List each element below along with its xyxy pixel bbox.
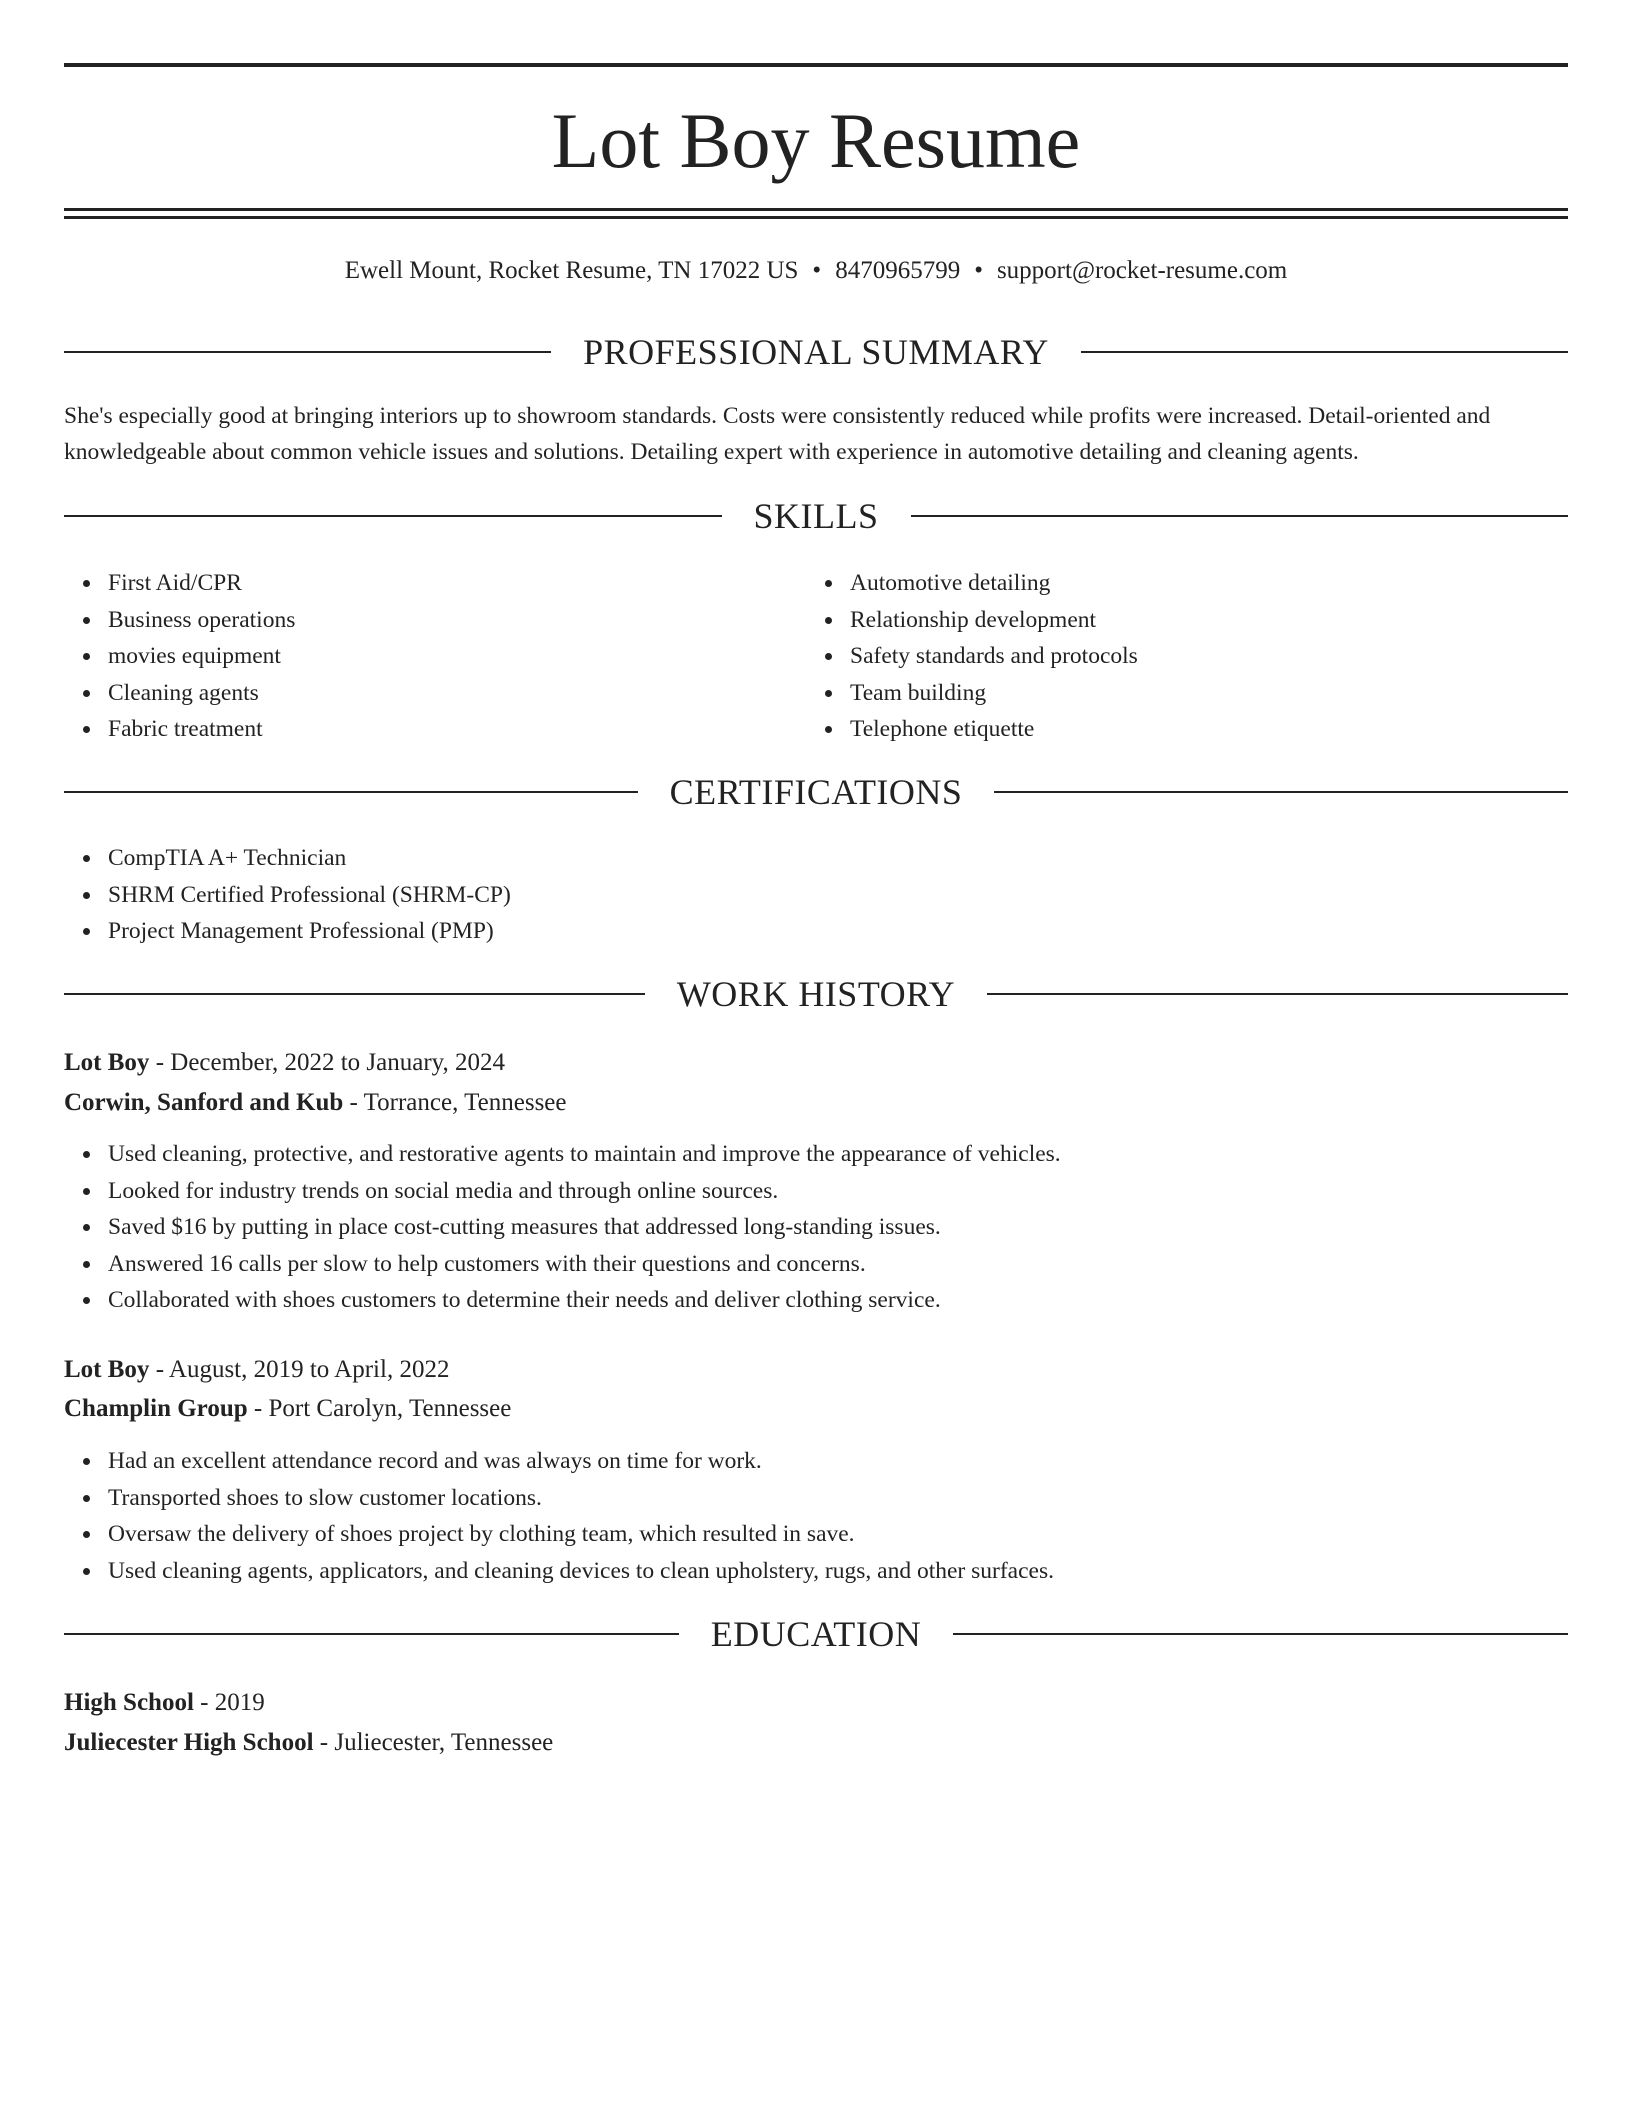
job-location: - Port Carolyn, Tennessee bbox=[247, 1395, 512, 1422]
job-dates: - August, 2019 to April, 2022 bbox=[149, 1356, 450, 1383]
job-bullets bbox=[64, 1443, 1558, 1589]
certification-item: Project Management Professional (PMP) bbox=[108, 913, 1508, 950]
contact-phone: 8470965799 bbox=[835, 257, 961, 284]
education-degree-line bbox=[64, 1685, 1568, 1721]
education-year: - 2019 bbox=[193, 1689, 265, 1716]
skill-item: Fabric treatment bbox=[108, 711, 808, 748]
skills-heading-label: SKILLS bbox=[753, 496, 879, 536]
job-bullets bbox=[64, 1136, 1558, 1319]
job-company-line bbox=[64, 1085, 1568, 1121]
education-heading-label: EDUCATION bbox=[710, 1614, 922, 1654]
education-school-line bbox=[64, 1725, 1568, 1761]
heading-rule bbox=[64, 351, 551, 353]
education-location: - Juliecester, Tennessee bbox=[313, 1729, 554, 1756]
skills-list-right bbox=[806, 565, 1550, 748]
contact-line bbox=[64, 254, 1568, 288]
job-bullet: Saved $16 by putting in place cost-cutting measures that addressed long-standing issues. bbox=[108, 1209, 1558, 1246]
skill-item: Automotive detailing bbox=[850, 565, 1550, 602]
work-history-heading-label: WORK HISTORY bbox=[676, 974, 956, 1014]
contact-address: Ewell Mount, Rocket Resume, TN 17022 US bbox=[344, 257, 799, 284]
summary-heading bbox=[64, 330, 1568, 374]
skill-item: Team building bbox=[850, 675, 1550, 712]
job-bullet: Collaborated with shoes customers to determine their needs and deliver clothing service. bbox=[108, 1282, 1558, 1319]
contact-separator: • bbox=[974, 257, 983, 284]
work-history-heading bbox=[64, 972, 1568, 1016]
skill-item: Telephone etiquette bbox=[850, 711, 1550, 748]
skill-item: Relationship development bbox=[850, 602, 1550, 639]
job-company: Champlin Group bbox=[64, 1395, 248, 1422]
job-title: Lot Boy bbox=[64, 1356, 150, 1383]
education-degree: High School bbox=[64, 1689, 194, 1716]
skills-heading bbox=[64, 494, 1568, 538]
job-title-line bbox=[64, 1352, 1568, 1388]
job-dates: - December, 2022 to January, 2024 bbox=[149, 1049, 506, 1076]
heading-rule bbox=[64, 515, 722, 517]
summary-text: She's especially good at bringing interiors up to showroom standards. Costs were consistently reduced while profits were increased. Detail-oriented and knowledgeable about common vehicle issues and solutions. Detailing expert with experience in automotive detailing and cleaning agents. bbox=[64, 403, 1491, 465]
job-bullet: Used cleaning, protective, and restorative agents to maintain and improve the appearance of vehicles. bbox=[108, 1136, 1558, 1173]
job-bullet: Transported shoes to slow customer locations. bbox=[108, 1480, 1558, 1517]
job-location: - Torrance, Tennessee bbox=[343, 1089, 567, 1116]
job-bullet: Looked for industry trends on social media and through online sources. bbox=[108, 1173, 1558, 1210]
summary-heading-label: PROFESSIONAL SUMMARY bbox=[583, 332, 1049, 372]
heading-rule bbox=[994, 791, 1568, 793]
title-rule-upper bbox=[64, 208, 1568, 211]
certification-item: SHRM Certified Professional (SHRM-CP) bbox=[108, 877, 1508, 914]
heading-rule bbox=[953, 1633, 1568, 1635]
job-title: Lot Boy bbox=[64, 1049, 150, 1076]
skills-list-left bbox=[64, 565, 808, 748]
education-heading bbox=[64, 1612, 1568, 1656]
contact-email: support@rocket-resume.com bbox=[996, 257, 1288, 284]
job-bullet: Answered 16 calls per slow to help customers with their questions and concerns. bbox=[108, 1246, 1558, 1283]
job-bullet: Had an excellent attendance record and was always on time for work. bbox=[108, 1443, 1558, 1480]
skill-item: movies equipment bbox=[108, 638, 808, 675]
job-title-line bbox=[64, 1045, 1568, 1081]
education-school: Juliecester High School bbox=[64, 1729, 314, 1756]
resume-title: Lot Boy Resume bbox=[551, 97, 1081, 184]
skill-item: Safety standards and protocols bbox=[850, 638, 1550, 675]
skill-item: First Aid/CPR bbox=[108, 565, 808, 602]
job-company-line bbox=[64, 1391, 1568, 1427]
certification-item: CompTIA A+ Technician bbox=[108, 840, 1508, 877]
heading-rule bbox=[64, 791, 638, 793]
contact-separator: • bbox=[812, 257, 822, 284]
heading-rule bbox=[911, 515, 1569, 517]
certifications-heading bbox=[64, 770, 1568, 814]
heading-rule bbox=[987, 993, 1568, 995]
certifications-heading-label: CERTIFICATIONS bbox=[669, 772, 963, 812]
job-company: Corwin, Sanford and Kub bbox=[64, 1089, 344, 1116]
top-rule bbox=[64, 63, 1568, 67]
certifications-list bbox=[64, 840, 1508, 950]
heading-rule bbox=[64, 1633, 679, 1635]
skill-item: Business operations bbox=[108, 602, 808, 639]
job-bullet: Used cleaning agents, applicators, and cleaning devices to clean upholstery, rugs, and other surfaces. bbox=[108, 1553, 1558, 1590]
heading-rule bbox=[1081, 351, 1568, 353]
job-bullet: Oversaw the delivery of shoes project by clothing team, which resulted in save. bbox=[108, 1516, 1558, 1553]
heading-rule bbox=[64, 993, 645, 995]
title-rule-lower bbox=[64, 216, 1568, 219]
skill-item: Cleaning agents bbox=[108, 675, 808, 712]
